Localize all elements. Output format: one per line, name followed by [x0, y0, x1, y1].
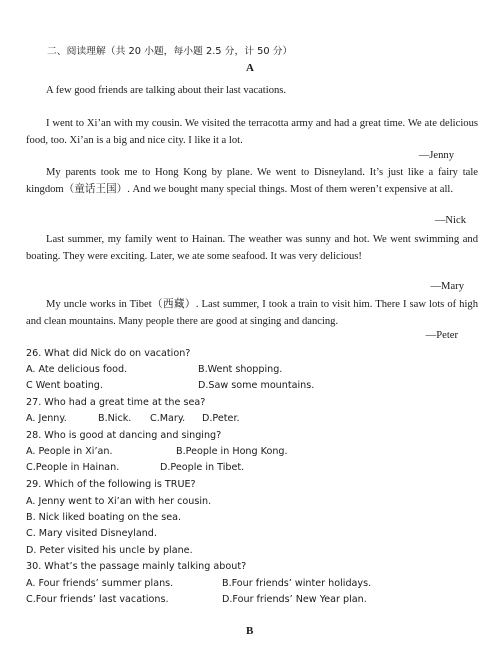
q26-options-row-1	[26, 364, 282, 375]
option-text: A. People in Xi’an.	[26, 446, 113, 457]
q26-options-row-2	[26, 380, 314, 391]
option-text: A. Jenny.	[26, 413, 67, 424]
question-26: 26. What did Nick do on vacation?	[26, 348, 191, 359]
passage-jenny: I went to Xi’an with my cousin. We visited the terracotta army and had a great time. We ate delicious food, too. Xi’an is a big and nice city. I like it a lot.	[26, 118, 478, 146]
q29-option-a: A. Jenny went to Xi’an with her cousin.	[26, 496, 212, 507]
option-text: A. Four friends’ summer plans.	[26, 578, 174, 589]
q28-options-row-1	[26, 446, 288, 457]
option-text: D.Peter.	[202, 413, 240, 424]
option-text: C.People in Hainan.	[26, 462, 120, 473]
option-text: B.Went shopping.	[198, 364, 283, 375]
option-text: B.Nick.	[98, 413, 132, 424]
q28-options-row-2	[26, 462, 244, 473]
part-b-label: B	[246, 625, 254, 637]
question-29: 29. Which of the following is TRUE?	[26, 479, 196, 490]
option-text: C Went boating.	[26, 380, 103, 391]
author-peter: —Peter	[425, 330, 458, 341]
intro-sentence: A few good friends are talking about their last vacations.	[46, 85, 287, 96]
question-30: 30. What’s the passage mainly talking about?	[26, 561, 247, 572]
option-text: B.People in Hong Kong.	[176, 446, 288, 457]
section-heading: 二、阅读理解（共 20 小题，每小题 2.5 分，计 50 分）	[47, 46, 293, 57]
option-text: C.Mary.	[150, 413, 186, 424]
q30-options-row-2	[26, 594, 367, 605]
option-text: D.Four friends’ New Year plan.	[222, 594, 367, 605]
question-27: 27. Who had a great time at the sea?	[26, 397, 206, 408]
part-a-label: A	[246, 62, 254, 74]
option-text: C.Four friends’ last vacations.	[26, 594, 169, 605]
q29-option-c: C. Mary visited Disneyland.	[26, 528, 157, 539]
q29-option-b: B. Nick liked boating on the sea.	[26, 512, 182, 523]
author-jenny: —Jenny	[418, 150, 454, 161]
option-text: B.Four friends’ winter holidays.	[222, 578, 372, 589]
author-mary: —Mary	[430, 281, 464, 292]
q30-options-row-1	[26, 578, 371, 589]
q27-options-row-1	[26, 413, 240, 424]
author-nick: —Nick	[434, 215, 466, 226]
question-28: 28. Who is good at dancing and singing?	[26, 430, 222, 441]
option-text: A. Ate delicious food.	[26, 364, 128, 375]
option-text: D.Saw some mountains.	[198, 380, 315, 391]
passage-nick: My parents took me to Hong Kong by plane. We went to Disneyland. It’s just like a fairy tale kingdom（童话王国）. And we bought many special things. Most of them weren’t expensive at all.	[26, 167, 478, 195]
option-text: D.People in Tibet.	[160, 462, 245, 473]
passage-peter: My uncle works in Tibet（西藏）. Last summer, I took a train to visit him. There I saw lots of high and clean mountains. Many people there are good at singing and dancing.	[26, 299, 478, 327]
passage-mary: Last summer, my family went to Hainan. The weather was sunny and hot. We went swimming and boating. They were exciting. Later, we ate some seafood. It was very delicious!	[26, 234, 478, 262]
q29-option-d: D. Peter visited his uncle by plane.	[26, 545, 193, 556]
